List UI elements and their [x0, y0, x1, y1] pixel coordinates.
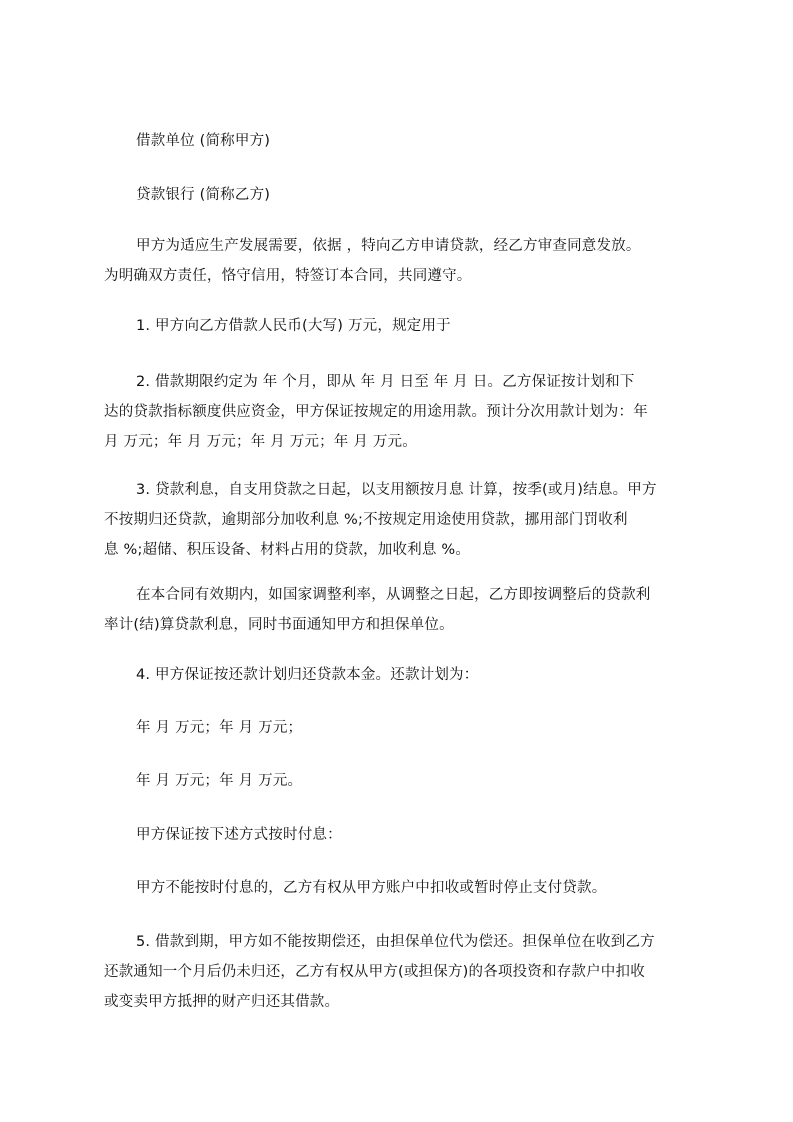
clause-5-line-1: 5. 借款到期，甲方如不能按期偿还，由担保单位代为偿还。担保单位在收到乙方	[136, 934, 655, 950]
party-b-line	[136, 180, 746, 210]
preamble-line-1: 甲方为适应生产发展需要，依据 ，特向乙方申请贷款，经乙方审查同意发放。	[136, 238, 641, 254]
clause-4	[136, 660, 746, 690]
preamble-line-2: 为明确双方责任，恪守信用，特签订本合同，共同遵守。	[104, 268, 472, 284]
repayment-plan-row-1-text: 年 月 万元；年 月 万元；	[136, 720, 303, 736]
clause-3-line-1: 3. 贷款利息，自支用贷款之日起，以支用额按月息 计算，按季(或月)结息。甲方	[136, 482, 657, 498]
repayment-plan-row-2	[136, 766, 746, 796]
clause-5-line-3: 或变卖甲方抵押的财产归还其借款。	[104, 994, 340, 1010]
clause-1	[136, 311, 746, 341]
clause-2-line-3: 月 万元；年 月 万元；年 月 万元；年 月 万元。	[104, 434, 417, 450]
clause-2-line-2: 达的贷款指标额度供应资金，甲方保证按规定的用途用款。预计分次用款计划为：年	[104, 404, 648, 420]
clause-3-line-2: 不按期归还贷款，逾期部分加收利息 %;不按规定用途使用贷款，挪用部门罚收利	[104, 512, 628, 528]
interest-payment-method	[136, 820, 746, 850]
party-a-text: 借款单位 (简称甲方)	[136, 133, 271, 149]
interest-adjustment-line-2: 率计(结)算贷款利息，同时书面通知甲方和担保单位。	[104, 617, 454, 633]
clause-3-line-3: 息 %;超储、积压设备、材料占用的贷款，加收利息 %。	[104, 542, 471, 558]
preamble-paragraph	[104, 231, 714, 291]
repayment-plan-row-1	[136, 713, 746, 743]
clause-3	[104, 475, 714, 565]
clause-4-text: 4. 甲方保证按还款计划归还贷款本金。还款计划为：	[136, 667, 479, 683]
party-a-line	[136, 126, 746, 156]
interest-payment-method-text: 甲方保证按下述方式按时付息：	[136, 827, 342, 843]
repayment-plan-row-2-text: 年 月 万元；年 月 万元。	[136, 773, 303, 789]
clause-2-line-1: 2. 借款期限约定为 年 个月，即从 年 月 日至 年 月 日。乙方保证按计划和下	[136, 374, 635, 390]
party-b-text: 贷款银行 (简称乙方)	[136, 187, 271, 203]
clause-2	[104, 367, 714, 457]
clause-1-text: 1. 甲方向乙方借款人民币(大写) 万元，规定用于	[136, 318, 451, 334]
late-interest-clause	[136, 873, 746, 903]
interest-adjustment-paragraph	[104, 580, 714, 640]
interest-adjustment-line-1: 在本合同有效期内，如国家调整利率，从调整之日起，乙方即按调整后的贷款利	[136, 587, 651, 603]
clause-5-line-2: 还款通知一个月后仍未归还，乙方有权从甲方(或担保方)的各项投资和存款户中扣收	[104, 964, 645, 980]
late-interest-clause-text: 甲方不能按时付息的，乙方有权从甲方账户中扣收或暂时停止支付贷款。	[136, 880, 607, 896]
clause-5	[104, 927, 714, 1017]
